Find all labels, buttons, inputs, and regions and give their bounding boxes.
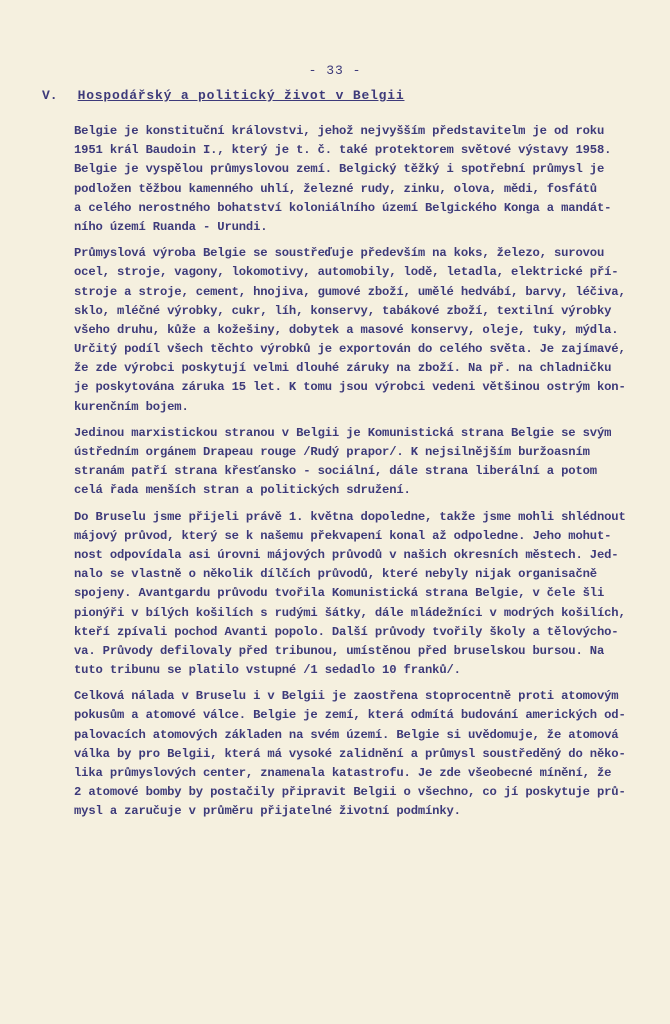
text-line: spojeny. Avantgardu průvodu tvořila Komunistická strana Belgie, v čele šli [74, 586, 605, 601]
text-line: Belgie je konstituční královstvi, jehož nejvyšším představitelm je od roku [74, 124, 605, 138]
text-line: Jedinou marxistickou stranou v Belgii je Komunistická strana Belgie se svým [74, 425, 612, 440]
text-line: válka by pro Belgii, která má vysoké zalidnění a průmysl soustředěný do něko- [74, 746, 626, 761]
page-number: - 33 - [308, 63, 362, 78]
paragraph [74, 687, 664, 821]
text-line: nost odpovídala asi úrovni májových průvodů v našich okresních městech. Jed- [74, 547, 619, 562]
text-line: stranám patří strana křesťansko - sociální, dále strana liberální a potom [74, 464, 597, 479]
text-line: kteří zpívali pochod Avanti popolo. Další průvody tvořily školy a tělovýcho- [74, 624, 619, 639]
text-line: pokusům a atomové válce. Belgie je zemí, která odmítá budování amerických od- [74, 708, 626, 723]
paragraph [74, 244, 664, 417]
text-line: ocel, stroje, vagony, lokomotivy, automobily, lodě, letadla, elektrické pří- [74, 265, 619, 280]
paragraph [74, 508, 664, 681]
text-line: Průmyslová výroba Belgie se soustřeďuje především na koks, železo, surovou [74, 246, 605, 261]
text-line: májový průvod, který se k našemu překvapení konal až odpoledne. Jeho mohut- [74, 528, 612, 543]
text-line: je poskytována záruka 15 let. K tomu jsou výrobci vedeni většinou ostrým kon- [74, 380, 626, 395]
chapter-heading [42, 88, 404, 103]
text-line: Do Bruselu jsme přijeli právě 1. května dopoledne, takže jsme mohli shlédnout [74, 509, 626, 524]
document-body [74, 122, 664, 829]
text-line: podložen těžbou kamenného uhlí, železné rudy, zinku, olova, mědi, fosfátů [74, 181, 597, 196]
chapter-title: Hospodářský a politický život v Belgii [77, 88, 405, 103]
text-line: nalo se vlastně o několik dílčích průvodů, které nebyly nijak organisačně [74, 567, 597, 582]
text-line: Určitý podíl všech těchto výrobků je exportován do celého světa. Je zajímavé, [74, 342, 626, 357]
text-line: Celková nálada v Bruselu i v Belgii je zaostřena stoprocentně proti atomovým [74, 689, 619, 704]
text-line: a celého nerostného bohatství koloniálního území Belgického Konga a mandát- [74, 200, 612, 215]
text-line: Belgie je vyspělou průmyslovou zemí. Belgický těžký i spotřební průmysl je [74, 162, 605, 177]
text-line: stroje a stroje, cement, hnojiva, gumové zboží, umělé hedvábí, barvy, léčiva, [74, 284, 626, 299]
text-line: tuto tribunu se platilo vstupné /1 sedadlo 10 franků/. [74, 663, 461, 678]
text-line: va. Průvody defilovaly před tribunou, umístěnou před bruselskou bursou. Na [74, 643, 605, 658]
text-line: že zde výrobci poskytují velmi dlouhé záruky na zboží. Na př. na chladničku [74, 361, 612, 376]
text-line: ústředním orgánem Drapeau rouge /Rudý prapor/. K nejsilnějším buržoasním [74, 445, 590, 459]
text-line: ního území Ruanda - Urundi. [74, 219, 268, 234]
text-line: celá řada menších stran a politických sdružení. [74, 483, 411, 498]
chapter-numeral: V. [42, 88, 58, 103]
text-line: 2 atomové bomby by postačily připravit Belgii o všechno, co jí poskytuje prů- [74, 785, 626, 800]
text-line: kurenčním bojem. [74, 399, 189, 414]
text-line: sklo, mléčné výrobky, cukr, líh, konservy, tabákové zboží, textilní výrobky [74, 303, 612, 318]
text-line: pionýři v bílých košilích s rudými šátky, dále mládežníci v modrých košilích, [74, 605, 626, 620]
paragraph [74, 424, 664, 501]
text-line: 1951 král Baudoin I., který je t. č. také protektorem světové výstavy 1958. [74, 143, 612, 158]
text-line: lika průmyslových center, znamenala katastrofu. Je zde všeobecné mínění, že [74, 766, 612, 780]
text-line: všeho druhu, kůže a kožešiny, dobytek a masové konservy, oleje, tuky, mýdla. [74, 322, 619, 337]
paragraph [74, 122, 664, 237]
text-line: palovacích atomových základen na svém území. Belgie si uvědomuje, že atomová [74, 727, 619, 742]
text-line: mysl a zaručuje v průměru přijatelné životní podmínky. [74, 804, 461, 819]
